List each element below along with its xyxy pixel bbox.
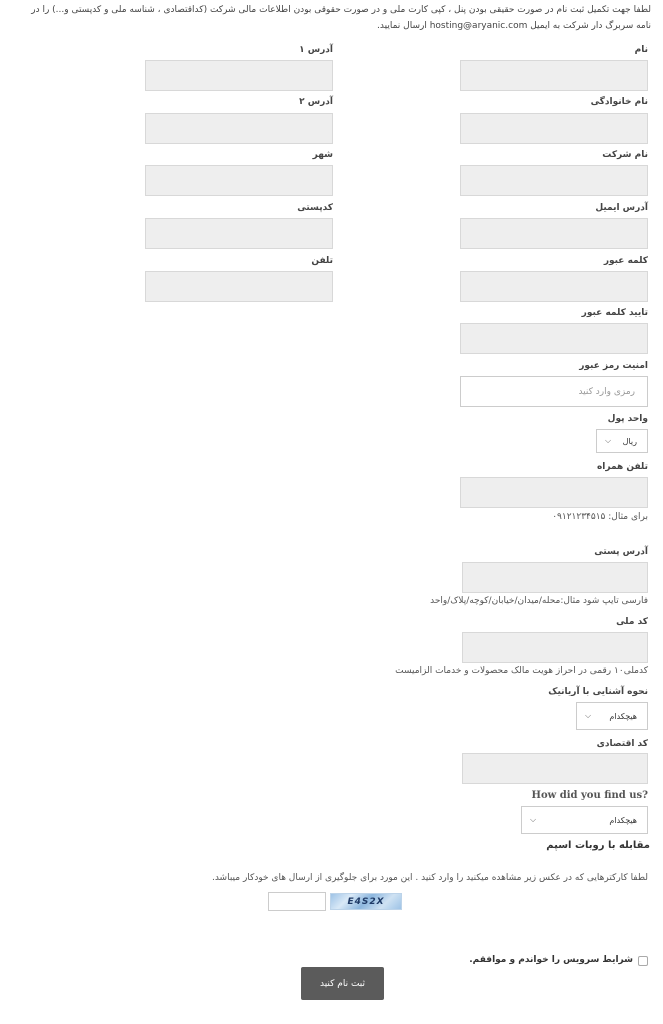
how-find-label: How did you find us?: [531, 790, 648, 801]
password-input[interactable]: [460, 271, 648, 302]
national-code-hint: کدملی۱۰ رقمی در احراز هویت مالک محصولات و خدمات الزامیست: [395, 666, 648, 676]
economic-code-label: کد اقتصادی: [596, 739, 648, 749]
email-label: آدرس ایمیل: [595, 203, 648, 213]
captcha-image: [330, 893, 402, 910]
captcha-instruction: لطفا کارکترهایی که در عکس زیر مشاهده میکنید را وارد کنید . این مورد برای جلوگیری از ارسال های خودکار میباشد.: [211, 873, 648, 883]
company-input[interactable]: [460, 165, 648, 196]
postcode-label: کدپستی: [297, 203, 333, 213]
confirm-password-input[interactable]: [460, 323, 648, 354]
captcha-code: E4S2X: [347, 896, 385, 907]
intro-line-1: لطفا جهت تکمیل ثبت نام در صورت حقیقی بودن پنل ، کپی کارت ملی و در صورت حقوقی بودن اطلاعات مالی شرکت (کداقتصادی ، شناسه ملی و کدپستی و...) را در: [31, 5, 651, 15]
phone-label: تلفن: [311, 256, 333, 266]
mobile-hint: برای مثال: ۰۹۱۲۱۲۳۴۵۱۵: [552, 512, 648, 522]
company-label: نام شرکت: [602, 150, 648, 160]
chevron-down-icon: ⌵: [605, 436, 612, 445]
address2-input[interactable]: [145, 113, 333, 144]
currency-select[interactable]: [596, 429, 648, 453]
chevron-down-icon: ⌵: [585, 711, 592, 720]
password-strength-label: امنیت رمز عبور: [579, 361, 648, 371]
password-label: کلمه عبور: [603, 256, 648, 266]
intro-text: [11, 2, 651, 34]
phone-input[interactable]: [145, 271, 333, 302]
national-code-label: کد ملی: [616, 617, 648, 627]
email-input[interactable]: [460, 218, 648, 249]
address2-label: آدرس ۲: [299, 97, 333, 107]
terms-link[interactable]: شرایط سرویس: [563, 955, 633, 965]
chevron-down-icon: ⌵: [530, 815, 537, 824]
last-name-input[interactable]: [460, 113, 648, 144]
how-find-select[interactable]: [521, 806, 648, 834]
terms-checkbox[interactable]: [638, 956, 648, 966]
mobile-label: تلفن همراه: [596, 462, 648, 472]
address1-label: آدرس ۱: [299, 45, 333, 55]
terms-rest: را خواندم و موافقم.: [469, 955, 564, 965]
familiarity-value: هیچکدام: [609, 711, 637, 721]
submit-button[interactable]: [301, 967, 384, 1000]
familiarity-select[interactable]: [576, 702, 648, 730]
confirm-password-label: تایید کلمه عبور: [581, 308, 648, 318]
mobile-input[interactable]: [460, 477, 648, 508]
postal-address-input[interactable]: [462, 562, 648, 593]
captcha-title: مقابله با روبات اسپم: [546, 840, 650, 851]
first-name-input[interactable]: [460, 60, 648, 91]
submit-label: ثبت نام کنید: [319, 978, 366, 989]
postcode-input[interactable]: [145, 218, 333, 249]
last-name-label: نام خانوادگی: [590, 97, 648, 107]
postal-address-hint: فارسی تایپ شود مثال:محله/میدان/خیابان/کوچه/پلاک/واحد: [430, 596, 648, 606]
currency-value: ریال: [622, 436, 637, 446]
familiarity-label: نحوه آشنایی با آریانیک: [548, 687, 648, 697]
password-strength-meter: [460, 376, 648, 407]
city-label: شهر: [312, 150, 333, 160]
national-code-input[interactable]: [462, 632, 648, 663]
password-strength-placeholder: رمزی وارد کنید: [578, 387, 635, 397]
terms-text: [469, 955, 633, 965]
first-name-label: نام: [634, 45, 648, 55]
economic-code-input[interactable]: [462, 753, 648, 784]
postal-address-label: آدرس پستی: [594, 547, 648, 557]
captcha-input[interactable]: [268, 892, 326, 911]
how-find-value: هیچکدام: [609, 815, 637, 825]
intro-line-2: نامه سربرگ دار شرکت به ایمیل hosting@aryanic.com ارسال نمایید.: [377, 21, 651, 31]
address1-input[interactable]: [145, 60, 333, 91]
city-input[interactable]: [145, 165, 333, 196]
currency-label: واحد پول: [607, 414, 648, 424]
